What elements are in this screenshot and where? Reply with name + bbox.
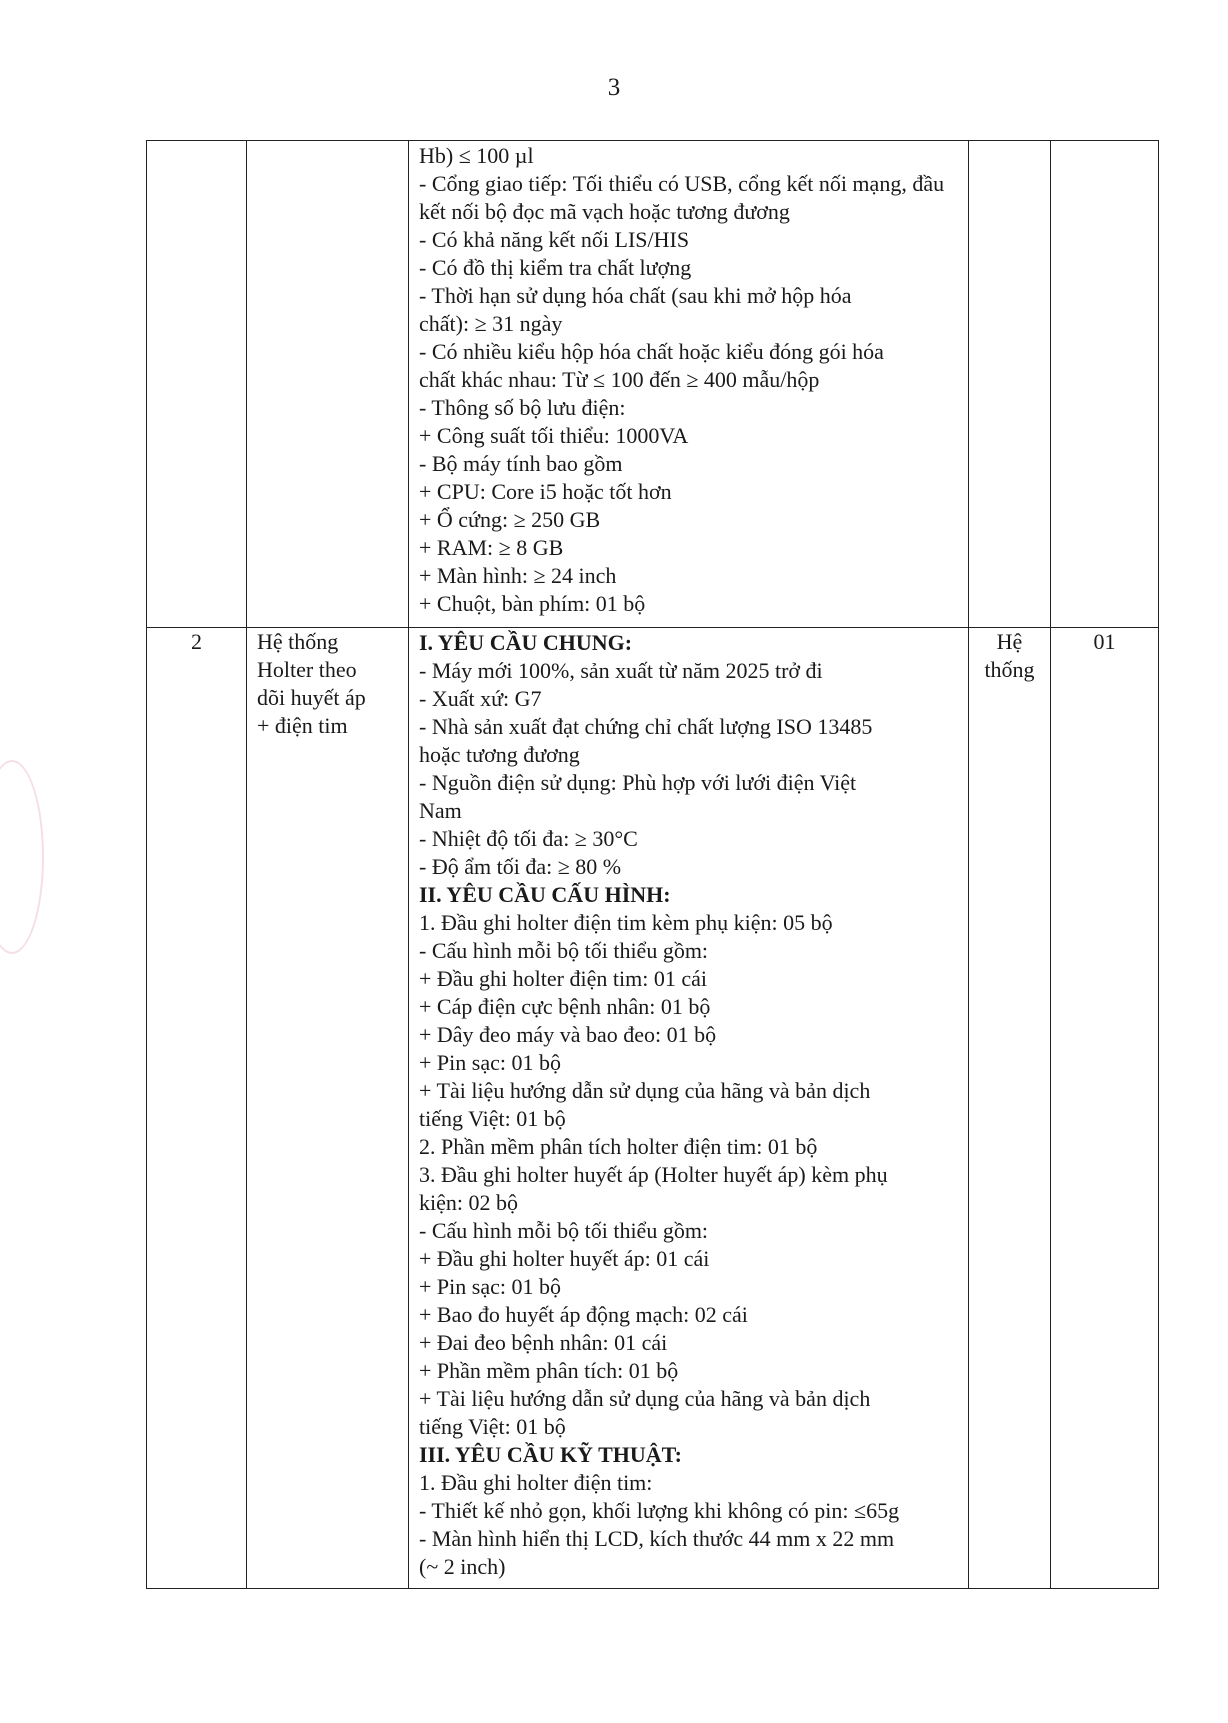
spec-line: 3. Đầu ghi holter huyết áp (Holter huyết áp) kèm phụ bbox=[419, 1162, 888, 1187]
spec-line: - Xuất xứ: G7 bbox=[419, 686, 542, 711]
equipment-name-line: dõi huyết áp bbox=[257, 685, 366, 710]
section-heading: III. YÊU CẦU KỸ THUẬT: bbox=[419, 1442, 683, 1467]
spec-line: - Nguồn điện sử dụng: Phù hợp với lưới điện Việt bbox=[419, 770, 857, 795]
spec-line: + Cáp điện cực bệnh nhân: 01 bộ bbox=[419, 994, 711, 1019]
spec-line: + Màn hình: ≥ 24 inch bbox=[419, 563, 617, 588]
spec-line: - Nhiệt độ tối đa: ≥ 30°C bbox=[419, 826, 638, 851]
spec-line: + Tài liệu hướng dẫn sử dụng của hãng và bản dịch bbox=[419, 1078, 871, 1103]
spec-line: + Pin sạc: 01 bộ bbox=[419, 1050, 561, 1075]
spec-line: - Máy mới 100%, sản xuất từ năm 2025 trở đi bbox=[419, 658, 823, 683]
qty-cell bbox=[1051, 141, 1159, 628]
section-heading: II. YÊU CẦU CẤU HÌNH: bbox=[419, 882, 671, 907]
spec-line: + Tài liệu hướng dẫn sử dụng của hãng và bản dịch bbox=[419, 1386, 871, 1411]
spec-line: - Thông số bộ lưu điện: bbox=[419, 395, 626, 420]
spec-line: + Đai đeo bệnh nhân: 01 cái bbox=[419, 1330, 668, 1355]
spec-line: - Độ ẩm tối đa: ≥ 80 % bbox=[419, 854, 622, 879]
qty-cell bbox=[1051, 628, 1159, 1589]
unit-cell bbox=[969, 628, 1051, 1589]
unit-cell bbox=[969, 141, 1051, 628]
spec-line: - Có khả năng kết nối LIS/HIS bbox=[419, 227, 690, 252]
equipment-name bbox=[247, 628, 408, 740]
spec-cell bbox=[409, 141, 969, 628]
spec-line: hoặc tương đương bbox=[419, 742, 580, 767]
spec-line: 2. Phần mềm phân tích holter điện tim: 01 bộ bbox=[419, 1134, 818, 1159]
quantity: 01 bbox=[1093, 629, 1116, 654]
spec-line: + Dây đeo máy và bao đeo: 01 bộ bbox=[419, 1022, 717, 1047]
spec-line: + Bao đo huyết áp động mạch: 02 cái bbox=[419, 1302, 748, 1327]
spec-line: chất khác nhau: Từ ≤ 100 đến ≥ 400 mẫu/hộp bbox=[419, 367, 820, 392]
spec-line: + Phần mềm phân tích: 01 bộ bbox=[419, 1358, 679, 1383]
equipment-name-line: Holter theo bbox=[257, 657, 357, 682]
spec-line: kiện: 02 bộ bbox=[419, 1190, 518, 1215]
row-number: 2 bbox=[191, 629, 202, 654]
spec-line: 1. Đầu ghi holter điện tim: bbox=[419, 1470, 653, 1495]
page-number: 3 bbox=[607, 74, 621, 101]
spec-lines bbox=[409, 141, 968, 619]
spec-line: + Ổ cứng: ≥ 250 GB bbox=[419, 507, 601, 532]
spec-line: - Thời hạn sử dụng hóa chất (sau khi mở hộp hóa bbox=[419, 283, 852, 308]
section-heading: I. YÊU CẦU CHUNG: bbox=[419, 630, 633, 655]
spec-cell bbox=[409, 628, 969, 1589]
spec-line: - Bộ máy tính bao gồm bbox=[419, 451, 623, 476]
spec-line: Nam bbox=[419, 798, 462, 823]
spec-line: + Đầu ghi holter huyết áp: 01 cái bbox=[419, 1246, 710, 1271]
spec-line: + CPU: Core i5 hoặc tốt hơn bbox=[419, 479, 672, 504]
stamp-mark bbox=[0, 760, 44, 954]
equipment-name-line: + điện tim bbox=[257, 713, 348, 738]
spec-line: tiếng Việt: 01 bộ bbox=[419, 1106, 566, 1131]
spec-line: - Có nhiều kiểu hộp hóa chất hoặc kiểu đóng gói hóa bbox=[419, 339, 884, 364]
spec-line: Hb) ≤ 100 µl bbox=[419, 143, 534, 168]
spec-line: + Đầu ghi holter điện tim: 01 cái bbox=[419, 966, 707, 991]
spec-line: - Màn hình hiển thị LCD, kích thước 44 mm x 22 mm bbox=[419, 1526, 895, 1551]
spec-lines bbox=[409, 628, 968, 1582]
spec-line: (~ 2 inch) bbox=[419, 1554, 506, 1579]
stt-cell bbox=[147, 141, 247, 628]
spec-line: + Pin sạc: 01 bộ bbox=[419, 1274, 561, 1299]
spec-line: - Nhà sản xuất đạt chứng chỉ chất lượng ISO 13485 bbox=[419, 714, 873, 739]
spec-line: - Có đồ thị kiểm tra chất lượng bbox=[419, 255, 692, 280]
table-row bbox=[147, 628, 1159, 1589]
spec-line: chất): ≥ 31 ngày bbox=[419, 311, 563, 336]
unit-line: Hệ bbox=[996, 629, 1023, 654]
spec-line: 1. Đầu ghi holter điện tim kèm phụ kiện: 05 bộ bbox=[419, 910, 833, 935]
unit-text bbox=[969, 628, 1050, 684]
spec-line: - Cấu hình mỗi bộ tối thiểu gồm: bbox=[419, 938, 709, 963]
table-row bbox=[147, 141, 1159, 628]
spec-line: + RAM: ≥ 8 GB bbox=[419, 535, 564, 560]
spec-line: + Chuột, bàn phím: 01 bộ bbox=[419, 591, 646, 616]
spec-line: tiếng Việt: 01 bộ bbox=[419, 1414, 566, 1439]
stt-cell bbox=[147, 628, 247, 1589]
spec-line: + Công suất tối thiểu: 1000VA bbox=[419, 423, 689, 448]
equipment-name-line: Hệ thống bbox=[257, 629, 339, 654]
spec-line: - Thiết kế nhỏ gọn, khối lượng khi không có pin: ≤65g bbox=[419, 1498, 900, 1523]
spec-line: - Cổng giao tiếp: Tối thiểu có USB, cổng kết nối mạng, đầu kết nối bộ đọc mã vạch hoặc tương đương bbox=[419, 171, 945, 224]
name-cell bbox=[247, 141, 409, 628]
spec-line: - Cấu hình mỗi bộ tối thiểu gồm: bbox=[419, 1218, 709, 1243]
spec-table bbox=[146, 140, 1159, 1589]
unit-line: thống bbox=[984, 657, 1035, 682]
name-cell bbox=[247, 628, 409, 1589]
